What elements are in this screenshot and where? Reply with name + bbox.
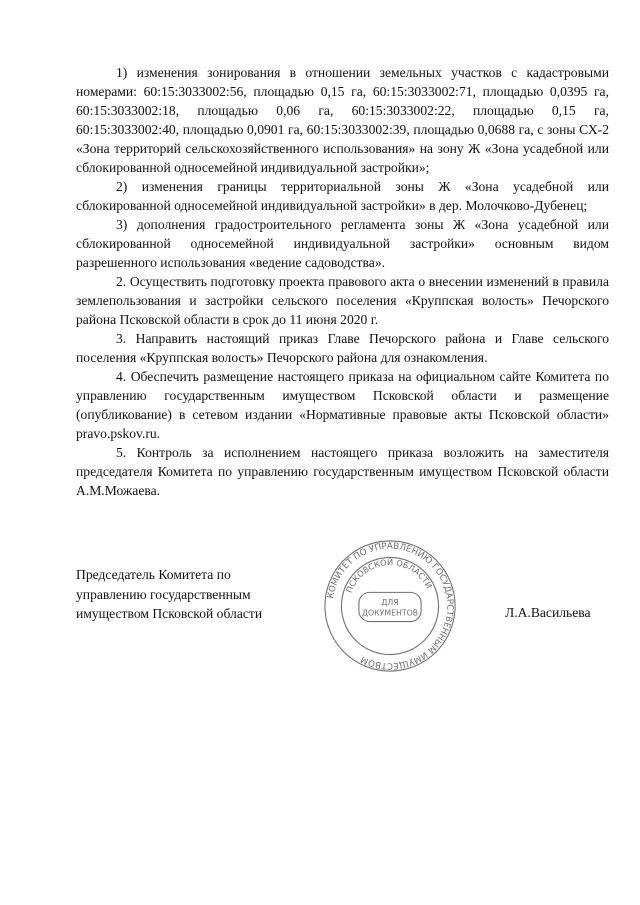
signatory-name: Л.А.Васильева xyxy=(505,605,591,620)
stamp-center-line: ДОКУМЕНТОВ xyxy=(361,608,419,618)
paragraph-item-3: 3. Направить настоящий приказ Главе Печорского района и Главе сельского поселения «Круппская волость» Печорского района для ознакомления. xyxy=(76,331,609,365)
signatory-position-line: Председатель Комитета по xyxy=(76,567,231,582)
stamp-inner-text: ПСКОВСКОЙ ОБЛАСТИ xyxy=(343,557,435,595)
document-body xyxy=(76,63,609,500)
stamp-outer-text: КОМИТЕТ ПО УПРАВЛЕНИЮ ГОСУДАРСТВЕННЫМ ИМУЩЕСТВОМ xyxy=(326,541,455,671)
official-stamp xyxy=(322,538,458,674)
signatory-position-line: управлению государственным xyxy=(76,586,251,602)
signatory-position xyxy=(76,565,316,624)
paragraph-item-5: 5. Контроль за исполнением настоящего приказа возложить на заместителя председателя Комитета по управлению государственным имуществом Псковской области А.М.Можаева. xyxy=(76,445,609,498)
paragraph-item-2: 2. Осуществить подготовку проекта правового акта о внесении изменений в правила землепользования и застройки сельского поселения «Круппская волость» Печорского района Псковской области в срок до 11 июня 2020 г. xyxy=(76,274,609,327)
stamp-center-line: ДЛЯ xyxy=(381,598,399,608)
paragraph-zone-border-changes: 2) изменения границы территориальной зоны Ж «Зона усадебной или сблокированной односемейной индивидуальной застройки» в дер. Молочково-Дубенец; xyxy=(76,179,609,213)
paragraph-item-4: 4. Обеспечить размещение настоящего приказа на официальном сайте Комитета по управлению государственным имуществом Псковской области и размещение (опубликование) в сетевом издании «Нормативные правовые акты Псковской области» pravo.pskov.ru. xyxy=(76,369,609,441)
paragraph-regulation-additions: 3) дополнения градостроительного регламента зоны Ж «Зона усадебной или сблокированной односемейной индивидуальной застройки» основным видом разрешенного использования «ведение садоводства». xyxy=(76,217,609,270)
paragraph-zoning-changes: 1) изменения зонирования в отношении земельных участков с кадастровыми номерами: 60:15:3033002:56, площадью 0,15 га, 60:15:3033002:71, площадью 0,0395 га, 60:15:3033002:18, площадью 0,06 га, 60:15:3033002:22, площадью 0,15 га, 60:15:3033002:40, площадью 0,0901 га, 60:15:3033002:39, площадью 0,0688 га, с зоны СХ-2 «Зона территорий сельскохозяйственного использования» на зону Ж «Зона усадебной или сблокированной односемейной индивидуальной застройки»; xyxy=(76,65,609,175)
signatory-position-line: имуществом Псковской области xyxy=(76,606,263,621)
